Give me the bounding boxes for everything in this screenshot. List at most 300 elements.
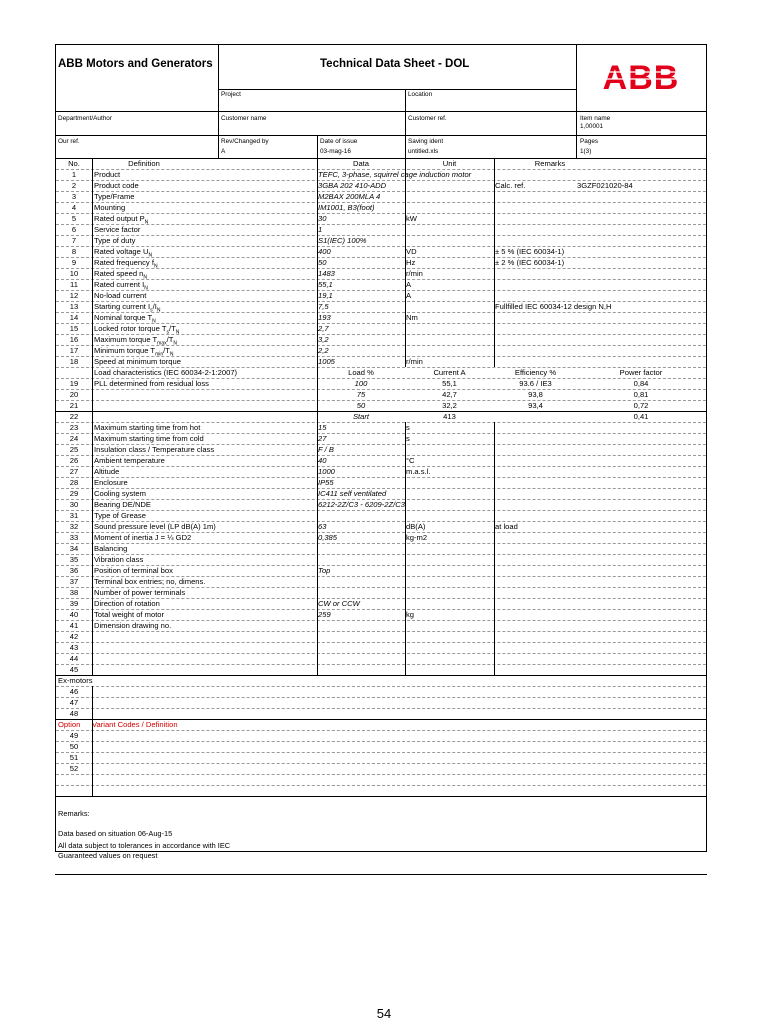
row-divider bbox=[56, 532, 706, 533]
row-divider bbox=[56, 433, 706, 434]
row-definition bbox=[94, 224, 140, 235]
row-divider bbox=[56, 334, 706, 335]
remarks-label: Remarks: bbox=[58, 809, 90, 818]
table-row bbox=[56, 422, 706, 433]
row-divider bbox=[56, 444, 706, 445]
col-remarks: Remarks bbox=[534, 159, 566, 168]
row-unit: dB(A) bbox=[406, 522, 426, 531]
row-number: 17 bbox=[69, 346, 79, 355]
row-divider bbox=[56, 686, 706, 687]
table-row bbox=[56, 642, 706, 653]
row-number: 18 bbox=[69, 357, 79, 366]
option-row bbox=[56, 719, 706, 730]
col-unit: Unit bbox=[442, 159, 457, 168]
table-row bbox=[56, 191, 706, 202]
row-definition bbox=[94, 257, 158, 268]
table-row bbox=[56, 609, 706, 620]
row-remarks: Calc. ref. bbox=[495, 181, 526, 190]
date-label: Date of issue bbox=[320, 138, 358, 145]
row-definition: Number of power terminals bbox=[94, 588, 186, 597]
row-divider bbox=[56, 312, 706, 313]
definition-subscript-2: N bbox=[169, 351, 174, 358]
definition-subscript-2: N bbox=[173, 340, 177, 347]
row-number: 48 bbox=[69, 709, 79, 718]
row-data: IP55 bbox=[318, 478, 334, 487]
row-unit: r/min bbox=[406, 357, 423, 366]
table-row bbox=[56, 477, 706, 488]
current-value: 55,1 bbox=[442, 379, 457, 388]
definition-text: Maximum torque T bbox=[94, 335, 158, 344]
table-row bbox=[56, 587, 706, 598]
row-number: 49 bbox=[69, 731, 79, 740]
definition-text: Nominal torque T bbox=[94, 313, 153, 322]
company-name: ABB Motors and Generators bbox=[58, 58, 213, 70]
row-data: 55,1 bbox=[318, 280, 333, 289]
row-data: 2,2 bbox=[318, 346, 329, 355]
row-data: IM1001, B3(foot) bbox=[318, 203, 375, 212]
row-data: M2BAX 200MLA 4 bbox=[318, 192, 381, 201]
row-number: 43 bbox=[69, 643, 79, 652]
department-label: Department/Author bbox=[58, 115, 112, 122]
row-definition bbox=[94, 301, 161, 312]
row-remarks: ± 2 % (IEC 60034-1) bbox=[495, 258, 565, 267]
row-data: 0,385 bbox=[318, 533, 338, 542]
row-divider bbox=[56, 598, 706, 599]
abb-logo-text: ABB bbox=[602, 59, 680, 95]
row-divider bbox=[56, 664, 706, 665]
load-title: Load characteristics (IEC 60034-2-1:2007) bbox=[94, 368, 238, 377]
row-data: 400 bbox=[318, 247, 331, 256]
row-number: 52 bbox=[69, 764, 79, 773]
row-number: 35 bbox=[69, 555, 79, 564]
row-number: 32 bbox=[69, 522, 79, 531]
row-divider bbox=[56, 279, 706, 280]
load-value: 75 bbox=[356, 390, 366, 399]
row-divider bbox=[56, 367, 706, 368]
row-divider bbox=[56, 323, 706, 324]
table-row bbox=[56, 356, 706, 367]
row-definition bbox=[94, 345, 174, 356]
definition-subscript: s bbox=[166, 329, 169, 336]
definition-text-2: /T bbox=[166, 335, 174, 344]
row-definition bbox=[94, 169, 120, 180]
row-definition bbox=[94, 312, 156, 323]
bottom-rule bbox=[55, 874, 707, 875]
row-definition bbox=[94, 180, 139, 191]
table-row bbox=[56, 202, 706, 213]
row-divider bbox=[56, 488, 706, 489]
definition-subscript: N bbox=[148, 252, 153, 259]
item-name-label: Item name bbox=[580, 115, 611, 122]
definition-subscript-2: N bbox=[156, 307, 161, 314]
item-name-value: 1,00001 bbox=[580, 123, 604, 130]
row-number: 15 bbox=[69, 324, 79, 333]
row-number: 25 bbox=[69, 445, 79, 454]
row-divider bbox=[56, 708, 706, 709]
ex-motors-row bbox=[56, 686, 706, 697]
table-row bbox=[56, 444, 706, 455]
efficiency-header: Efficiency % bbox=[514, 368, 557, 377]
row-divider bbox=[56, 653, 706, 654]
row-number: 39 bbox=[69, 599, 79, 608]
table-row bbox=[56, 510, 706, 521]
row-divider bbox=[56, 675, 706, 676]
row-data: Top bbox=[318, 566, 331, 575]
row-data: 19,1 bbox=[318, 291, 333, 300]
saving-ident-value: untitled.xls bbox=[408, 148, 439, 155]
table-row bbox=[56, 554, 706, 565]
row-number: 28 bbox=[69, 478, 79, 487]
row-data: 63 bbox=[318, 522, 327, 531]
load-header: Load % bbox=[348, 368, 374, 377]
row-definition bbox=[94, 334, 177, 345]
row-unit: s bbox=[406, 423, 410, 432]
definition-text: Type/Frame bbox=[94, 192, 135, 201]
table-row bbox=[56, 576, 706, 587]
row-divider bbox=[56, 554, 706, 555]
row-definition bbox=[94, 268, 147, 279]
option-row bbox=[56, 741, 706, 752]
row-divider bbox=[56, 609, 706, 610]
load-row bbox=[56, 378, 706, 389]
row-divider bbox=[56, 202, 706, 203]
row-number: 14 bbox=[69, 313, 79, 322]
row-divider bbox=[56, 224, 706, 225]
row-divider bbox=[56, 180, 706, 181]
row-divider bbox=[56, 587, 706, 588]
row-definition: Maximum starting time from hot bbox=[94, 423, 201, 432]
row-data: 30 bbox=[318, 214, 327, 223]
row-divider bbox=[56, 246, 706, 247]
row-definition: Dimension drawing no. bbox=[94, 621, 172, 630]
row-data: 27 bbox=[318, 434, 327, 443]
row-number: 3 bbox=[71, 192, 77, 201]
row-definition: Terminal box entries; no, dimens. bbox=[94, 577, 206, 586]
row-data: CW or CCW bbox=[318, 599, 360, 608]
row-divider bbox=[56, 290, 706, 291]
row-divider bbox=[56, 422, 706, 423]
row-divider bbox=[56, 785, 706, 786]
row-number: 27 bbox=[69, 467, 79, 476]
page-number: 54 bbox=[376, 1006, 392, 1021]
row-number: 30 bbox=[69, 500, 79, 509]
saving-ident-label: Saving ident bbox=[408, 138, 444, 145]
column-divider bbox=[317, 158, 318, 675]
table-row bbox=[56, 532, 706, 543]
row-number: 29 bbox=[69, 489, 79, 498]
row-number: 38 bbox=[69, 588, 79, 597]
column-divider bbox=[405, 158, 406, 367]
table-row bbox=[56, 466, 706, 477]
row-definition: Balancing bbox=[94, 544, 128, 553]
footer-line-2: All data subject to tolerances in accordance with IEC bbox=[58, 841, 231, 850]
customer-name-label: Customer name bbox=[221, 115, 267, 122]
definition-text: No-load current bbox=[94, 291, 147, 300]
row-unit: kW bbox=[406, 214, 417, 223]
row-definition: Type of Grease bbox=[94, 511, 146, 520]
table-row bbox=[56, 235, 706, 246]
row-number: 23 bbox=[69, 423, 79, 432]
row-remarks: at load bbox=[495, 522, 518, 531]
row-definition: Position of terminal box bbox=[94, 566, 173, 575]
pages-value: 1(3) bbox=[580, 148, 592, 155]
definition-subscript: N bbox=[153, 263, 158, 270]
column-header-row bbox=[56, 158, 706, 169]
table-row bbox=[56, 323, 706, 334]
row-definition: Total weight of motor bbox=[94, 610, 165, 619]
row-remarks: Fullfilled IEC 60034-12 design N,H bbox=[495, 302, 612, 311]
row-number: 8 bbox=[71, 247, 77, 256]
row-divider bbox=[56, 620, 706, 621]
row-divider bbox=[56, 169, 706, 170]
row-unit: VD bbox=[406, 247, 417, 256]
load-row bbox=[56, 411, 706, 422]
row-number: 10 bbox=[69, 269, 79, 278]
row-divider bbox=[56, 411, 706, 412]
row-unit: °C bbox=[406, 456, 415, 465]
row-unit: Nm bbox=[406, 313, 418, 322]
row-divider bbox=[56, 576, 706, 577]
row-divider bbox=[56, 499, 706, 500]
ex-motors-row bbox=[56, 675, 706, 686]
definition-text: Rated speed n bbox=[94, 269, 144, 278]
row-data: F / B bbox=[318, 445, 334, 454]
row-number: 26 bbox=[69, 456, 79, 465]
option-title: Variant Codes / Definition bbox=[92, 720, 178, 729]
pages-label: Pages bbox=[580, 138, 599, 145]
row-divider bbox=[56, 642, 706, 643]
efficiency-value: 93.6 / IE3 bbox=[519, 379, 552, 388]
row-divider bbox=[56, 378, 706, 379]
power-factor-value: 0,72 bbox=[633, 401, 649, 410]
data-sheet bbox=[55, 44, 707, 852]
row-data: 193 bbox=[318, 313, 331, 322]
row-data: S1(IEC) 100% bbox=[318, 236, 367, 245]
ex-motors-row bbox=[56, 697, 706, 708]
row-data: 50 bbox=[318, 258, 327, 267]
row-divider bbox=[56, 719, 706, 720]
row-number: 34 bbox=[69, 544, 79, 553]
rev-value: A bbox=[221, 148, 226, 155]
row-data: 1483 bbox=[318, 269, 335, 278]
table-row bbox=[56, 499, 706, 510]
definition-text: Rated voltage U bbox=[94, 247, 149, 256]
load-row bbox=[56, 400, 706, 411]
row-divider bbox=[56, 631, 706, 632]
row-number: 47 bbox=[69, 698, 79, 707]
row-definition: Enclosure bbox=[94, 478, 128, 487]
table-row bbox=[56, 433, 706, 444]
table-row bbox=[56, 290, 706, 301]
date-value: 03-mag-16 bbox=[320, 148, 351, 155]
table-row bbox=[56, 180, 706, 191]
project-label: Project bbox=[221, 91, 241, 98]
row-number: 1 bbox=[71, 170, 77, 179]
current-value: 32,2 bbox=[442, 401, 457, 410]
row-number: 50 bbox=[69, 742, 79, 751]
definition-text: Rated current I bbox=[94, 280, 145, 289]
footer-line-1: Data based on situation 06-Aug-15 bbox=[58, 829, 173, 838]
power-factor-value: 0,84 bbox=[633, 379, 649, 388]
row-unit: m.a.s.l. bbox=[406, 467, 431, 476]
column-divider bbox=[92, 686, 93, 796]
load-characteristics-row bbox=[56, 367, 706, 378]
definition-subscript: N bbox=[144, 285, 148, 292]
definition-text: Speed at minimum torque bbox=[94, 357, 181, 366]
row-data: 40 bbox=[318, 456, 327, 465]
row-definition: PLL determined from residual loss bbox=[94, 379, 209, 388]
definition-text: Rated output P bbox=[94, 214, 145, 223]
row-number: 41 bbox=[69, 621, 79, 630]
row-divider bbox=[56, 796, 706, 797]
row-definition: Maximum starting time from cold bbox=[94, 434, 204, 443]
row-remarks: ± 5 % (IEC 60034-1) bbox=[495, 247, 565, 256]
power-factor-value: 0,81 bbox=[633, 390, 649, 399]
row-number: 22 bbox=[69, 412, 79, 421]
row-number: 13 bbox=[69, 302, 79, 311]
row-data: 1000 bbox=[318, 467, 335, 476]
row-number: 24 bbox=[69, 434, 79, 443]
row-number: 45 bbox=[69, 665, 79, 674]
column-divider bbox=[405, 422, 406, 675]
row-divider bbox=[56, 477, 706, 478]
row-number: 4 bbox=[71, 203, 77, 212]
row-data: 1005 bbox=[318, 357, 335, 366]
row-divider bbox=[56, 345, 706, 346]
document-title: Technical Data Sheet - DOL bbox=[320, 58, 470, 70]
row-unit: Hz bbox=[406, 258, 416, 267]
row-data: 6212-2Z/C3 - 6209-2Z/C3 bbox=[318, 500, 405, 509]
definition-text: Locked rotor torque T bbox=[94, 324, 167, 333]
row-definition bbox=[94, 202, 125, 213]
row-divider bbox=[56, 257, 706, 258]
row-divider bbox=[56, 400, 706, 401]
table-row bbox=[56, 653, 706, 664]
row-definition bbox=[94, 356, 181, 367]
row-definition: Insulation class / Temperature class bbox=[94, 445, 215, 454]
row-number: 21 bbox=[69, 401, 79, 410]
row-definition bbox=[94, 290, 146, 301]
row-definition: Altitude bbox=[94, 467, 120, 476]
definition-text: Rated frequency f bbox=[94, 258, 154, 267]
row-data: TEFC, 3-phase, squirrel cage induction motor bbox=[318, 170, 472, 179]
definition-subscript: min bbox=[155, 351, 164, 358]
column-divider bbox=[92, 158, 93, 675]
option-row bbox=[56, 785, 706, 796]
row-data: 7,5 bbox=[318, 302, 329, 311]
table-row bbox=[56, 257, 706, 268]
definition-text-2: /I bbox=[152, 302, 157, 311]
table-row bbox=[56, 224, 706, 235]
row-divider bbox=[56, 774, 706, 775]
row-remarks-2: 3GZF021020-84 bbox=[577, 181, 633, 190]
row-definition: Sound pressure level (LP dB(A) 1m) bbox=[94, 522, 216, 531]
row-divider bbox=[56, 301, 706, 302]
row-divider bbox=[56, 466, 706, 467]
row-divider bbox=[56, 565, 706, 566]
definition-subscript: N bbox=[143, 274, 148, 281]
table-row bbox=[56, 565, 706, 576]
row-definition bbox=[94, 191, 135, 202]
table-row bbox=[56, 169, 706, 180]
table-row bbox=[56, 455, 706, 466]
row-number: 37 bbox=[69, 577, 79, 586]
row-divider bbox=[56, 752, 706, 753]
option-row bbox=[56, 730, 706, 741]
row-unit: s bbox=[406, 434, 410, 443]
definition-subscript: N bbox=[152, 318, 156, 325]
row-divider bbox=[56, 235, 706, 236]
row-definition: Bearing DE/NDE bbox=[94, 500, 151, 509]
row-number: 7 bbox=[71, 236, 77, 245]
location-label: Location bbox=[408, 91, 433, 98]
row-data: IC411 self ventilated bbox=[318, 489, 387, 498]
row-divider bbox=[56, 268, 706, 269]
definition-text: Type of duty bbox=[94, 236, 136, 245]
rev-label: Rev/Changed by bbox=[221, 138, 269, 145]
col-data: Data bbox=[352, 159, 370, 168]
load-value: Start bbox=[352, 412, 370, 421]
current-header: Current A bbox=[433, 368, 466, 377]
row-definition: Moment of inertia J = ¼ GD2 bbox=[94, 533, 192, 542]
row-number: 16 bbox=[69, 335, 79, 344]
row-number: 19 bbox=[69, 379, 79, 388]
row-divider bbox=[56, 510, 706, 511]
table-row bbox=[56, 213, 706, 224]
row-divider bbox=[56, 741, 706, 742]
option-row bbox=[56, 752, 706, 763]
row-data: 2,7 bbox=[318, 324, 329, 333]
row-divider bbox=[56, 521, 706, 522]
row-data: 259 bbox=[318, 610, 331, 619]
definition-text: Service factor bbox=[94, 225, 141, 234]
row-number: 11 bbox=[70, 280, 78, 289]
table-row bbox=[56, 301, 706, 312]
definition-text: Mounting bbox=[94, 203, 126, 212]
our-ref-label: Our ref. bbox=[58, 138, 80, 145]
row-number: 20 bbox=[69, 390, 79, 399]
table-row bbox=[56, 488, 706, 499]
option-row bbox=[56, 774, 706, 785]
definition-subscript: s bbox=[150, 307, 153, 314]
column-divider bbox=[494, 158, 495, 367]
load-value: 50 bbox=[356, 401, 366, 410]
table-row bbox=[56, 312, 706, 323]
row-number: 51 bbox=[69, 753, 79, 762]
row-number: 5 bbox=[71, 214, 77, 223]
table-row bbox=[56, 246, 706, 257]
row-unit: r/min bbox=[406, 269, 423, 278]
row-divider bbox=[56, 455, 706, 456]
efficiency-value: 93,4 bbox=[528, 401, 543, 410]
definition-text: Product bbox=[94, 170, 121, 179]
table-row bbox=[56, 521, 706, 532]
row-number: 2 bbox=[71, 181, 77, 190]
definition-text: Minimum torque T bbox=[94, 346, 156, 355]
row-definition: Ambient temperature bbox=[94, 456, 165, 465]
row-number: 9 bbox=[71, 258, 77, 267]
load-row bbox=[56, 389, 706, 400]
table-row bbox=[56, 620, 706, 631]
row-divider bbox=[56, 356, 706, 357]
row-unit: kg-m2 bbox=[406, 533, 428, 542]
definition-subscript-2: N bbox=[175, 329, 180, 336]
efficiency-value: 93,8 bbox=[528, 390, 543, 399]
row-divider bbox=[56, 697, 706, 698]
ex-motors-label: Ex-motors bbox=[58, 676, 93, 685]
row-number: 6 bbox=[71, 225, 77, 234]
row-divider bbox=[56, 730, 706, 731]
